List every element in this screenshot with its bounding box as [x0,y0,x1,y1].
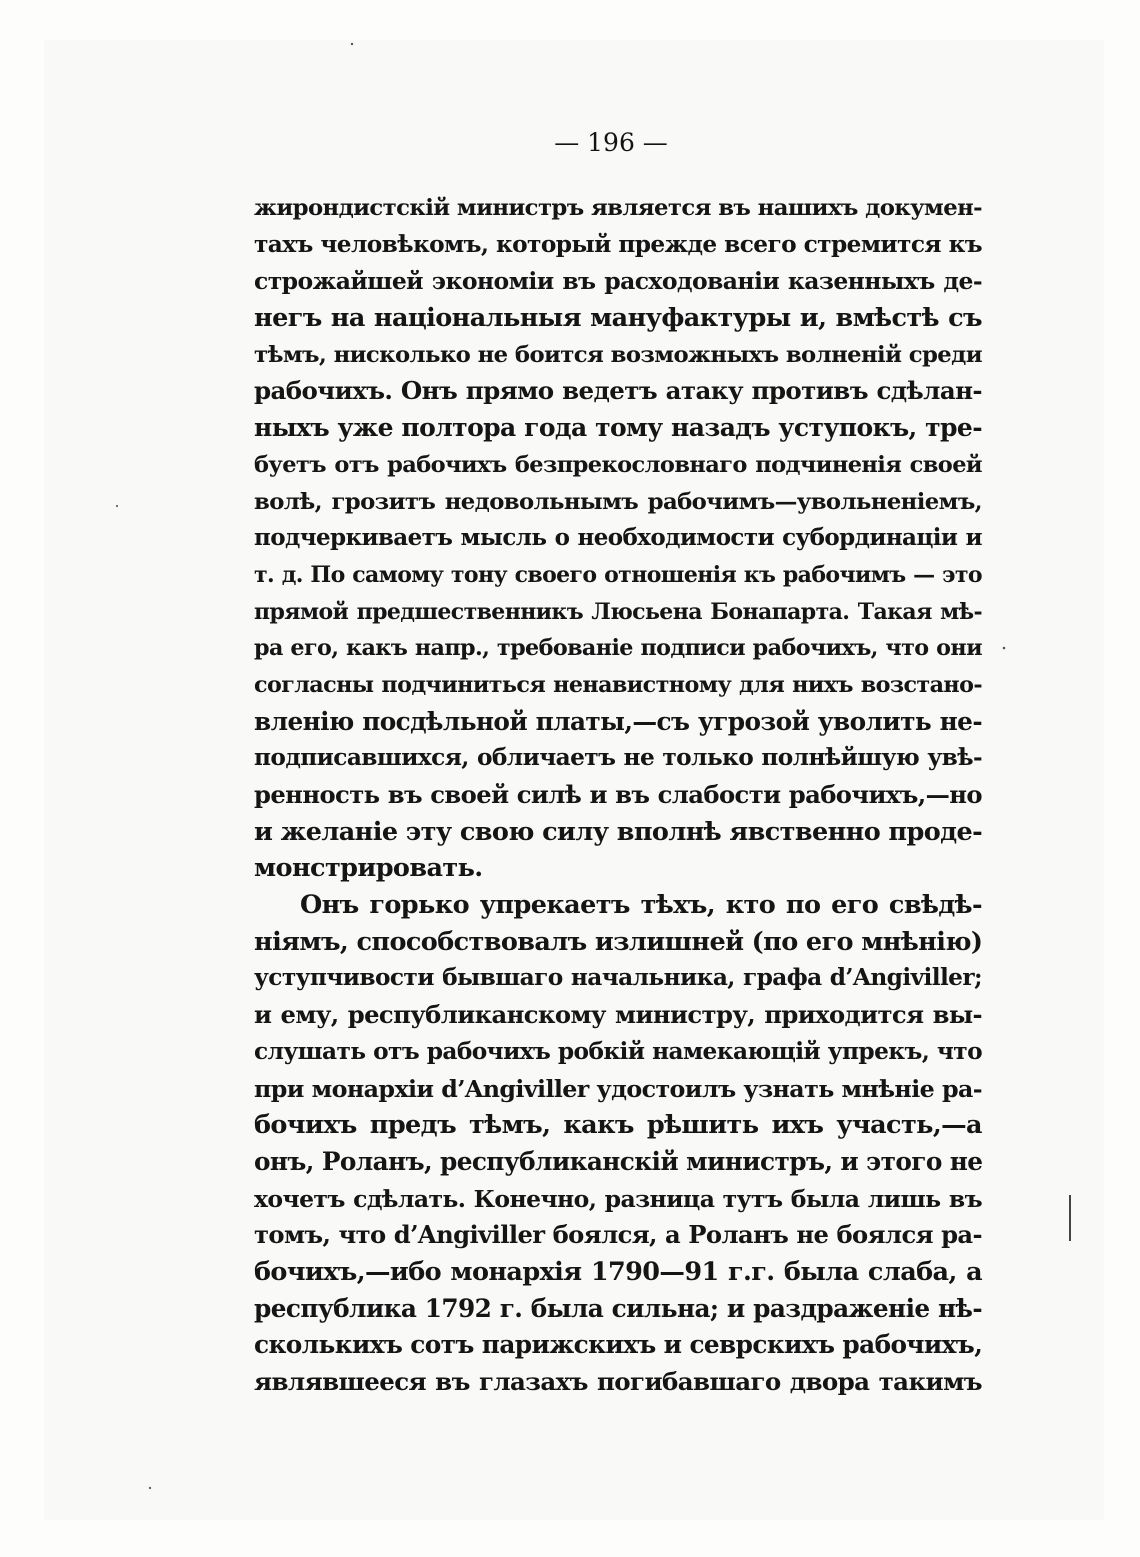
text-line: вленію посдѣльной платы,—съ угрозой уволить не- [254,706,982,736]
text-line: негъ на національныя мануфактуры и, вмѣстѣ съ [254,303,982,334]
text-line: т. д. По самому тону своего отношенія къ рабочимъ — это [254,561,982,588]
page-number: — 196 — [554,128,668,157]
text-line: при монархіи d’Angiviller удостоилъ узнать мнѣніе ра- [254,1074,982,1103]
text-line: подписавшихся, обличаетъ не только полнѣйшую увѣ- [254,744,982,772]
text-line: являвшееся въ глазахъ погибавшаго двора такимъ [254,1367,982,1396]
body-text [254,190,982,1401]
text-line: буетъ отъ рабочихъ безпрекословнаго подчиненія своей [254,451,982,478]
text-line: слушать отъ рабочихъ робкій намекающій упрекъ, что [254,1037,982,1065]
text-line: томъ, что d’Angiviller боялся, а Роланъ не боялся ра- [254,1220,982,1250]
text-line: ныхъ уже полтора года тому назадъ уступокъ, тре- [254,413,982,443]
text-line: строжайшей экономіи въ расходованіи казенныхъ де- [254,267,982,296]
text-line: ніямъ, способствовалъ излишней (по его мнѣнію) [254,926,983,957]
text-line: монстрировать. [254,853,483,884]
text-line: бочихъ предъ тѣмъ, какъ рѣшить ихъ участь,—а [254,1110,982,1141]
text-line: рабочихъ. Онъ прямо ведетъ атаку противъ сдѣлан- [254,376,982,406]
text-line: онъ, Роланъ, республиканскій министръ, и этого не [254,1146,983,1176]
text-line: согласны подчиниться ненавистному для нихъ возстано- [254,671,982,698]
text-line: уступчивости бывшаго начальника, графа d’Angiviller; [254,964,982,992]
text-line: прямой предшественникъ Люсьена Бонапарта. Такая мѣ- [254,598,982,625]
text-line: жирондистскій министръ является въ нашихъ докумен- [254,195,982,221]
paragraph-1 [254,190,982,887]
text-line: ра его, какъ напр., требованіе подписи рабочихъ, что они [254,635,982,662]
text-line: и ему, республиканскому министру, приходится вы- [254,1000,982,1030]
text-line: и желаніе эту свою силу вполнѣ явственно проде- [254,816,983,847]
text-line: Онъ горько упрекаетъ тѣхъ, кто по его свѣдѣ- [300,890,982,921]
text-line: хочетъ сдѣлать. Конечно, разница тутъ была лишь въ [254,1184,982,1213]
paragraph-2 [254,887,982,1401]
text-line: подчеркиваетъ мысль о необходимости субординаціи и [254,524,982,552]
text-line: тѣмъ, нисколько не боится возможныхъ волненій среди [254,341,982,368]
text-line: сколькихъ сотъ парижскихъ и севрскихъ рабочихъ, [254,1330,983,1360]
text-line: республика 1792 г. была сильна; и раздраженіе нѣ- [254,1293,982,1323]
text-line: ренность въ своей силѣ и въ слабости рабочихъ,—но [254,780,982,809]
text-line: бочихъ,—ибо монархія 1790—91 г.г. была слаба, а [254,1256,982,1287]
text-line: тахъ человѣкомъ, который прежде всего стремится къ [254,230,982,258]
text-line: волѣ, грозитъ недовольнымъ рабочимъ—увольненіемъ, [254,488,982,515]
